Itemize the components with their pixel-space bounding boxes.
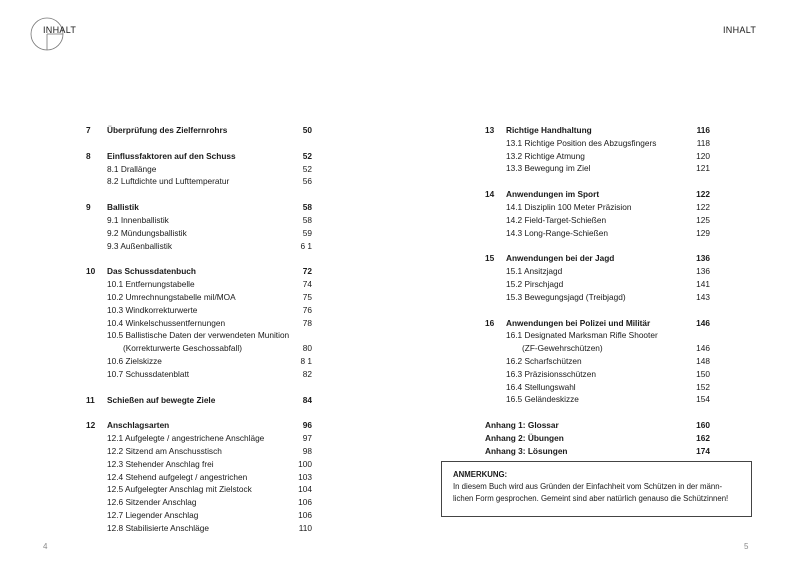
subsection-title: 16.2 Scharfschützen bbox=[506, 355, 582, 366]
toc-subsection-row[interactable] bbox=[485, 393, 710, 406]
subsection-title: 10.4 Winkelschussentfernungen bbox=[107, 317, 226, 328]
toc-section bbox=[86, 150, 312, 188]
subsection-title: 15.2 Pirschjagd bbox=[506, 278, 564, 289]
toc-subsection-row[interactable] bbox=[485, 162, 710, 175]
chapter-title: Anschlagsarten bbox=[107, 420, 170, 431]
subsection-page: 146 bbox=[696, 343, 710, 354]
subsection-title: 10.7 Schussdatenblatt bbox=[107, 368, 190, 379]
appendix-title: Anhang 2: Übungen bbox=[485, 432, 564, 443]
toc-subsection-row[interactable] bbox=[86, 163, 312, 176]
subsection-title: 8.2 Luftdichte und Lufttemperatur bbox=[107, 176, 230, 187]
toc-subsection-row[interactable] bbox=[485, 214, 710, 227]
subsection-title: 16.4 Stellungswahl bbox=[506, 381, 576, 392]
subsection-page: 148 bbox=[696, 355, 710, 366]
chapter-number: 15 bbox=[485, 253, 495, 264]
toc-subsection-row[interactable] bbox=[485, 368, 710, 381]
toc-section bbox=[86, 124, 312, 137]
subsection-page: 98 bbox=[302, 445, 312, 456]
toc-subsection-row[interactable] bbox=[86, 522, 312, 535]
subsection-title: 12.6 Sitzender Anschlag bbox=[107, 497, 197, 508]
subsection-page: 106 bbox=[298, 509, 312, 520]
subsection-page: 152 bbox=[696, 381, 710, 392]
subsection-title: 9.2 Mündungsballistik bbox=[107, 227, 187, 238]
toc-section bbox=[485, 317, 710, 407]
chapter-title: Anwendungen im Sport bbox=[506, 189, 600, 200]
chapter-title: Das Schussdatenbuch bbox=[107, 266, 196, 277]
chapter-page: 116 bbox=[696, 125, 710, 135]
toc-right-column bbox=[485, 124, 710, 458]
subsection-title: 13.2 Richtige Atmung bbox=[506, 150, 585, 161]
toc-subsection-row[interactable] bbox=[485, 381, 710, 394]
subsection-page: 118 bbox=[696, 137, 710, 148]
chapter-number: 10 bbox=[86, 266, 96, 277]
toc-subsection-row[interactable] bbox=[485, 291, 710, 304]
toc-subsection-row[interactable] bbox=[485, 227, 710, 240]
chapter-title: Richtige Handhaltung bbox=[506, 125, 592, 135]
chapter-page: 146 bbox=[696, 317, 710, 328]
toc-appendix-row[interactable] bbox=[485, 445, 710, 458]
subsection-page: 82 bbox=[302, 368, 312, 379]
toc-subsection-row[interactable] bbox=[86, 278, 312, 291]
header-label-right: INHALT bbox=[723, 25, 757, 35]
toc-subsection-row[interactable] bbox=[86, 496, 312, 509]
subsection-page: 154 bbox=[696, 394, 710, 405]
subsection-title: (ZF-Gewehrschützen) bbox=[522, 343, 603, 354]
chapter-number: 12 bbox=[86, 420, 96, 431]
subsection-page: 104 bbox=[298, 484, 312, 495]
toc-chapter-row[interactable] bbox=[86, 394, 312, 407]
subsection-page: 121 bbox=[696, 163, 710, 174]
toc-appendix-row[interactable] bbox=[485, 432, 710, 445]
chapter-number: 7 bbox=[86, 125, 91, 135]
subsection-page: 59 bbox=[302, 227, 312, 238]
toc-subsection-row[interactable] bbox=[485, 265, 710, 278]
subsection-title: 10.2 Umrechnungstabelle mil/MOA bbox=[107, 291, 236, 302]
toc-subsection-row[interactable] bbox=[86, 227, 312, 240]
toc-subsection-row[interactable] bbox=[86, 432, 312, 445]
chapter-title: Ballistik bbox=[107, 202, 139, 213]
subsection-title: 12.8 Stabilisierte Anschläge bbox=[107, 522, 209, 533]
toc-subsection-row[interactable] bbox=[485, 355, 710, 368]
toc-subsection-row[interactable] bbox=[86, 329, 312, 342]
toc-chapter-row[interactable] bbox=[485, 124, 710, 137]
toc-chapter-row[interactable] bbox=[86, 419, 312, 432]
toc-section bbox=[86, 265, 312, 380]
toc-subsection-row[interactable] bbox=[86, 240, 312, 253]
subsection-title: 12.7 Liegender Anschlag bbox=[107, 509, 199, 520]
subsection-page: 97 bbox=[302, 433, 312, 444]
subsection-page: 80 bbox=[302, 343, 312, 354]
toc-subsection-row[interactable] bbox=[86, 304, 312, 317]
appendix-title: Anhang 3: Lösungen bbox=[485, 445, 568, 456]
subsection-page: 103 bbox=[298, 471, 312, 482]
toc-subsection-row[interactable] bbox=[485, 278, 710, 291]
appendix-title: Anhang 1: Glossar bbox=[485, 420, 559, 431]
toc-subsection-continuation[interactable] bbox=[485, 342, 710, 355]
toc-chapter-row[interactable] bbox=[485, 252, 710, 265]
chapter-page: 72 bbox=[302, 266, 312, 277]
subsection-title: 12.4 Stehend aufgelegt / angestrichen bbox=[107, 471, 248, 482]
subsection-title: 15.1 Ansitzjagd bbox=[506, 266, 563, 277]
subsection-page: 6 1 bbox=[300, 240, 312, 251]
page-number-left: 4 bbox=[43, 542, 48, 551]
subsection-page: 106 bbox=[298, 497, 312, 508]
chapter-number: 11 bbox=[86, 394, 95, 405]
note-text-line: In diesem Buch wird aus Gründen der Einfachheit vom Schützen in der männ- bbox=[453, 482, 723, 491]
chapter-page: 122 bbox=[696, 189, 710, 200]
subsection-title: 16.1 Designated Marksman Rifle Shooter bbox=[506, 330, 658, 341]
subsection-title: 8.1 Drallänge bbox=[107, 163, 157, 174]
chapter-title: Überprüfung des Zielfernrohrs bbox=[107, 125, 228, 135]
toc-subsection-row[interactable] bbox=[86, 175, 312, 188]
chapter-number: 14 bbox=[485, 189, 495, 200]
toc-section bbox=[86, 394, 312, 407]
toc-subsection-row[interactable] bbox=[86, 458, 312, 471]
subsection-page: 74 bbox=[302, 279, 312, 290]
subsection-title: 9.1 Innenballistik bbox=[107, 214, 169, 225]
appendix-page: 162 bbox=[696, 432, 710, 443]
toc-left-column bbox=[86, 124, 312, 548]
chapter-page: 96 bbox=[302, 420, 312, 431]
header-label-left: INHALT bbox=[43, 25, 77, 35]
toc-subsection-row[interactable] bbox=[86, 509, 312, 522]
subsection-title: 12.2 Sitzend am Anschusstisch bbox=[107, 445, 222, 456]
chapter-page: 136 bbox=[696, 253, 710, 264]
subsection-page: 129 bbox=[696, 227, 710, 238]
toc-subsection-row[interactable] bbox=[86, 317, 312, 330]
subsection-page: 122 bbox=[696, 201, 710, 212]
chapter-page: 58 bbox=[302, 202, 312, 213]
note-text-line: lichen Form gesprochen. Gemeint sind aber natürlich genauso die Schützinnen! bbox=[453, 494, 729, 503]
chapter-number: 9 bbox=[86, 202, 91, 213]
toc-chapter-row[interactable] bbox=[86, 201, 312, 214]
subsection-title: 12.3 Stehender Anschlag frei bbox=[107, 458, 214, 469]
chapter-page: 52 bbox=[302, 150, 312, 161]
subsection-page: 58 bbox=[302, 214, 312, 225]
subsection-title: 15.3 Bewegungsjagd (Treibjagd) bbox=[506, 291, 626, 302]
subsection-page: 110 bbox=[298, 522, 312, 533]
toc-appendix-row[interactable] bbox=[485, 419, 710, 432]
toc-subsection-row[interactable] bbox=[86, 368, 312, 381]
subsection-title: 10.1 Entfernungstabelle bbox=[107, 279, 195, 290]
toc-subsection-row[interactable] bbox=[86, 355, 312, 368]
subsection-page: 136 bbox=[696, 266, 710, 277]
subsection-page: 78 bbox=[302, 317, 312, 328]
subsection-title: 14.3 Long-Range-Schießen bbox=[506, 227, 608, 238]
subsection-title: 13.3 Bewegung im Ziel bbox=[506, 163, 591, 174]
subsection-page: 143 bbox=[696, 291, 710, 302]
chapter-number: 8 bbox=[86, 150, 91, 161]
chapter-title: Einflussfaktoren auf den Schuss bbox=[107, 150, 236, 161]
toc-section bbox=[485, 124, 710, 175]
toc-subsection-continuation[interactable] bbox=[86, 342, 312, 355]
subsection-page: 8 1 bbox=[300, 355, 312, 366]
note-title: ANMERKUNG: bbox=[453, 470, 508, 479]
subsection-title: 16.3 Präzisionsschützen bbox=[506, 368, 596, 379]
toc-subsection-row[interactable] bbox=[86, 445, 312, 458]
subsection-title: 14.2 Field-Target-Schießen bbox=[506, 214, 607, 225]
toc-appendix-block bbox=[485, 419, 710, 457]
subsection-title: 10.5 Ballistische Daten der verwendeten Munition bbox=[107, 330, 290, 341]
subsection-page: 52 bbox=[302, 163, 312, 174]
chapter-title: Schießen auf bewegte Ziele bbox=[107, 394, 216, 405]
chapter-number: 13 bbox=[485, 125, 495, 135]
chapter-title: Anwendungen bei der Jagd bbox=[506, 253, 615, 264]
subsection-title: 9.3 Außenballistik bbox=[107, 240, 173, 251]
toc-section bbox=[485, 252, 710, 303]
chapter-page: 84 bbox=[302, 394, 312, 405]
toc-section bbox=[86, 419, 312, 534]
subsection-title: 10.3 Windkorrekturwerte bbox=[107, 304, 198, 315]
subsection-title: 16.5 Geländeskizze bbox=[506, 394, 579, 405]
toc-chapter-row[interactable] bbox=[485, 188, 710, 201]
page-number-right: 5 bbox=[744, 542, 749, 551]
toc-subsection-row[interactable] bbox=[86, 214, 312, 227]
subsection-title: 12.1 Aufgelegte / angestrichene Anschläge bbox=[107, 433, 265, 444]
subsection-title: (Korrekturwerte Geschossabfall) bbox=[123, 343, 242, 354]
chapter-page: 50 bbox=[302, 125, 312, 135]
subsection-title: 12.5 Aufgelegter Anschlag mit Zielstock bbox=[107, 484, 252, 495]
toc-subsection-row[interactable] bbox=[485, 201, 710, 214]
chapter-title: Anwendungen bei Polizei und Militär bbox=[506, 317, 651, 328]
toc-chapter-row[interactable] bbox=[86, 124, 312, 137]
chapter-number: 16 bbox=[485, 317, 495, 328]
toc-chapter-row[interactable] bbox=[485, 317, 710, 330]
toc-subsection-row[interactable] bbox=[86, 483, 312, 496]
appendix-page: 160 bbox=[696, 420, 710, 431]
subsection-title: 14.1 Disziplin 100 Meter Präzision bbox=[506, 201, 632, 212]
subsection-page: 125 bbox=[696, 214, 710, 225]
toc-section bbox=[485, 188, 710, 239]
toc-subsection-row[interactable] bbox=[485, 150, 710, 163]
subsection-page: 141 bbox=[696, 278, 710, 289]
toc-chapter-row[interactable] bbox=[86, 265, 312, 278]
toc-subsection-row[interactable] bbox=[86, 471, 312, 484]
subsection-page: 56 bbox=[302, 176, 312, 187]
subsection-page: 100 bbox=[298, 458, 312, 469]
toc-subsection-row[interactable] bbox=[86, 291, 312, 304]
appendix-page: 174 bbox=[696, 445, 710, 456]
toc-chapter-row[interactable] bbox=[86, 150, 312, 163]
toc-subsection-row[interactable] bbox=[485, 329, 710, 342]
subsection-page: 150 bbox=[696, 368, 710, 379]
subsection-page: 76 bbox=[302, 304, 312, 315]
toc-subsection-row[interactable] bbox=[485, 137, 710, 150]
toc-section bbox=[86, 201, 312, 252]
subsection-page: 75 bbox=[302, 291, 312, 302]
subsection-page: 120 bbox=[696, 150, 710, 161]
subsection-title: 10.6 Zielskizze bbox=[107, 355, 162, 366]
subsection-title: 13.1 Richtige Position des Abzugsfingers bbox=[506, 137, 657, 148]
note-box bbox=[441, 461, 752, 517]
